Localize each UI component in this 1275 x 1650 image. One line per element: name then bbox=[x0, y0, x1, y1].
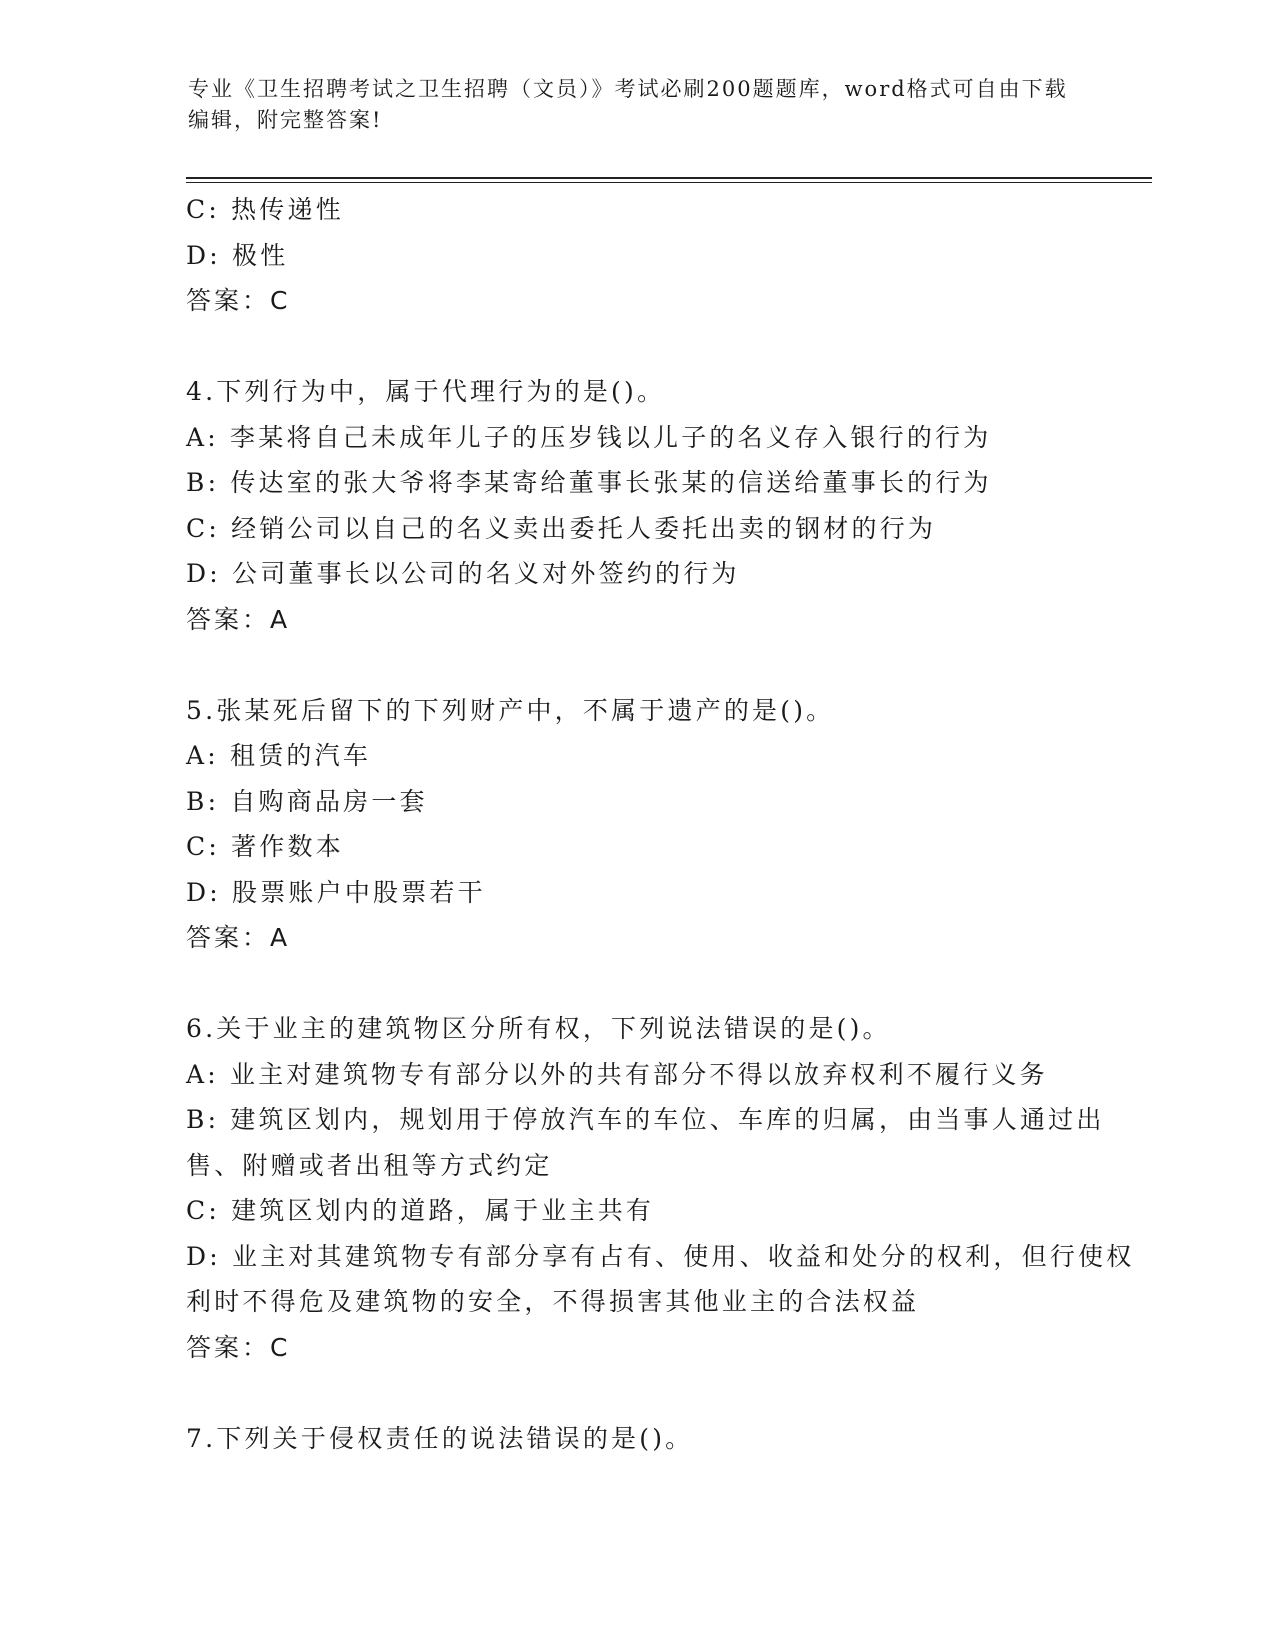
question-content bbox=[186, 187, 1146, 1461]
q5-option-a: A: 租赁的汽车 bbox=[186, 741, 372, 770]
q3-answer: 答案：C bbox=[186, 286, 291, 315]
q4-answer: 答案：A bbox=[186, 604, 291, 634]
spacer bbox=[186, 961, 1146, 1007]
q7-stem: 7.下列关于侵权责任的说法错误的是()。 bbox=[186, 1423, 694, 1453]
page-header: 专业《卫生招聘考试之卫生招聘（文员）》考试必刷200题题库，word格式可自由下载编辑，附完整答案! bbox=[188, 77, 1068, 132]
q4-stem: 4.下列行为中，属于代理行为的是()。 bbox=[186, 377, 666, 406]
q4-option-d: D: 公司董事长以公司的名义对外签约的行为 bbox=[186, 559, 740, 588]
q6-option-c: C: 建筑区划内的道路，属于业主共有 bbox=[186, 1196, 655, 1225]
q6-answer: 答案：C bbox=[186, 1332, 291, 1362]
q5-option-c: C: 著作数本 bbox=[186, 832, 344, 861]
spacer bbox=[186, 324, 1146, 370]
q5-option-d: D: 股票账户中股票若干 bbox=[186, 877, 486, 907]
q5-option-b: B: 自购商品房一套 bbox=[186, 786, 428, 816]
q3-option-c: C: 热传递性 bbox=[186, 195, 344, 224]
q4-option-b: B: 传达室的张大爷将李某寄给董事长张某的信送给董事长的行为 bbox=[186, 468, 992, 497]
q6-stem: 6.关于业主的建筑物区分所有权，下列说法错误的是()。 bbox=[186, 1014, 891, 1043]
spacer bbox=[186, 1370, 1146, 1416]
q4-option-c: C: 经销公司以自己的名义卖出委托人委托出卖的钢材的行为 bbox=[186, 513, 937, 543]
header-rule-thick bbox=[186, 177, 1152, 179]
spacer bbox=[186, 642, 1146, 688]
header-rule-thin bbox=[186, 182, 1152, 183]
q6-option-b: B: 建筑区划内，规划用于停放汽车的车位、车库的归属，由当事人通过出售、附赠或者出租等方式约定 bbox=[186, 1105, 1105, 1180]
q5-stem: 5.张某死后留下的下列财产中，不属于遗产的是()。 bbox=[186, 695, 835, 725]
q4-option-a: A: 李某将自己未成年儿子的压岁钱以儿子的名义存入银行的行为 bbox=[186, 422, 992, 452]
q6-option-d: D: 业主对其建筑物专有部分享有占有、使用、收益和处分的权利，但行使权利时不得危及建筑物的安全，不得损害其他业主的合法权益 bbox=[186, 1241, 1135, 1316]
q6-option-a: A: 业主对建筑物专有部分以外的共有部分不得以放弃权利不履行义务 bbox=[186, 1059, 1048, 1089]
q3-option-d: D: 极性 bbox=[186, 240, 289, 270]
q5-answer: 答案：A bbox=[186, 923, 291, 952]
